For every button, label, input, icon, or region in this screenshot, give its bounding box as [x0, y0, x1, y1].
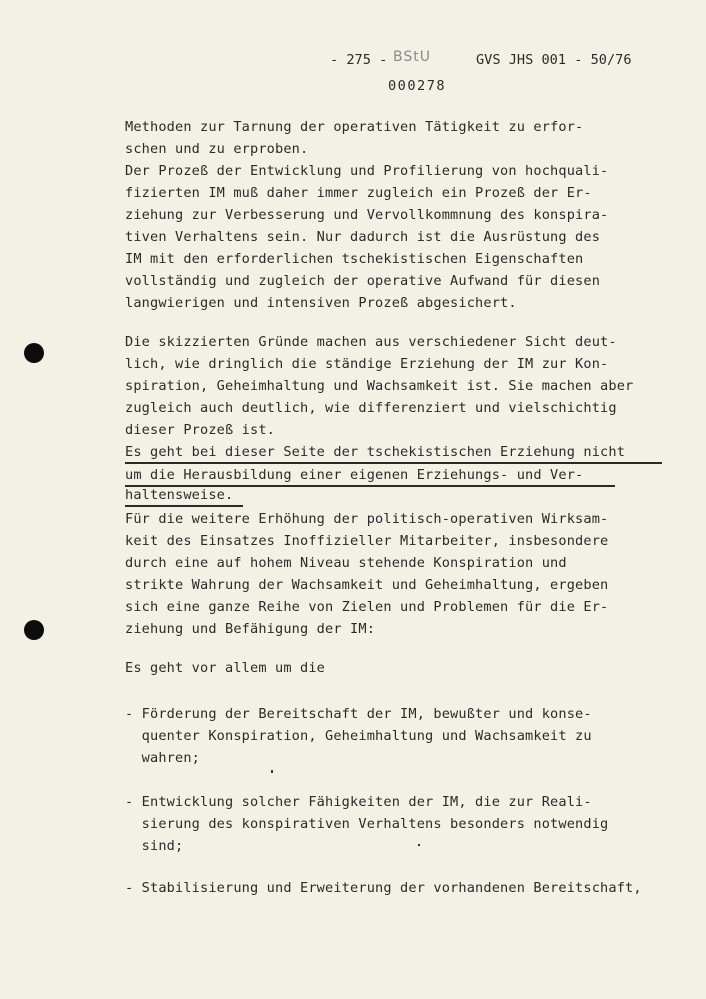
- text-line: langwierigen und intensiven Prozeß abgesichert.: [125, 295, 517, 311]
- text-line: zugleich auch deutlich, wie differenziert und vielschichtig: [125, 400, 617, 416]
- underlined-text-line: haltensweise.: [125, 487, 234, 503]
- text-line: dieser Prozeß ist.: [125, 422, 276, 438]
- underlined-text-line: Es geht bei dieser Seite der tschekistischen Erziehung nicht: [125, 444, 626, 460]
- underline-rule: [125, 462, 662, 464]
- text-line: ziehung und Befähigung der IM:: [125, 621, 376, 637]
- list-item-line: - Stabilisierung und Erweiterung der vorhandenen Bereitschaft,: [125, 880, 642, 896]
- page-number: - 275 -: [330, 52, 388, 68]
- list-item-line: quenter Konspiration, Geheimhaltung und Wachsamkeit zu: [125, 728, 592, 744]
- text-line: Die skizzierten Gründe machen aus verschiedener Sicht deut-: [125, 334, 617, 350]
- bstu-stamp: BStU: [393, 49, 431, 65]
- text-line: ziehung zur Verbesserung und Vervollkommnung des konspira-: [125, 207, 609, 223]
- text-line: schen und zu erproben.: [125, 141, 309, 157]
- text-line: keit des Einsatzes Inoffizieller Mitarbeiter, insbesondere: [125, 533, 609, 549]
- list-item-line: - Entwicklung solcher Fähigkeiten der IM, die zur Reali-: [125, 794, 592, 810]
- punch-hole-top: [24, 343, 44, 363]
- document-reference: GVS JHS 001 - 50/76: [476, 52, 632, 68]
- text-line: Es geht vor allem um die: [125, 660, 326, 676]
- punch-hole-bottom: [24, 620, 44, 640]
- text-line: strikte Wahrung der Wachsamkeit und Geheimhaltung, ergeben: [125, 577, 609, 593]
- text-line: vollständig und zugleich der operative Aufwand für diesen: [125, 273, 601, 289]
- list-item-line: sind;: [125, 838, 184, 854]
- text-line: spiration, Geheimhaltung und Wachsamkeit ist. Sie machen aber: [125, 378, 634, 394]
- speck-mark: [271, 770, 273, 773]
- text-line: Für die weitere Erhöhung der politisch-operativen Wirksam-: [125, 511, 609, 527]
- text-line: Methoden zur Tarnung der operativen Tätigkeit zu erfor-: [125, 119, 584, 135]
- text-line: Der Prozeß der Entwicklung und Profilierung von hochquali-: [125, 163, 609, 179]
- text-line: sich eine ganze Reihe von Zielen und Problemen für die Er-: [125, 599, 609, 615]
- archive-number: 000278: [388, 78, 447, 94]
- text-line: IM mit den erforderlichen tschekistischen Eigenschaften: [125, 251, 584, 267]
- text-line: fizierten IM muß daher immer zugleich ein Prozeß der Er-: [125, 185, 592, 201]
- text-line: lich, wie dringlich die ständige Erziehung der IM zur Kon-: [125, 356, 609, 372]
- list-item-line: sierung des konspirativen Verhaltens besonders notwendig: [125, 816, 609, 832]
- list-item-line: wahren;: [125, 750, 201, 766]
- underlined-text-line: um die Herausbildung einer eigenen Erziehungs- und Ver-: [125, 467, 584, 483]
- text-line: durch eine auf hohem Niveau stehende Konspiration und: [125, 555, 567, 571]
- text-line: tiven Verhaltens sein. Nur dadurch ist die Ausrüstung des: [125, 229, 601, 245]
- underline-rule: [125, 505, 243, 507]
- list-item-line: - Förderung der Bereitschaft der IM, bewußter und konse-: [125, 706, 592, 722]
- speck-mark: [418, 844, 420, 846]
